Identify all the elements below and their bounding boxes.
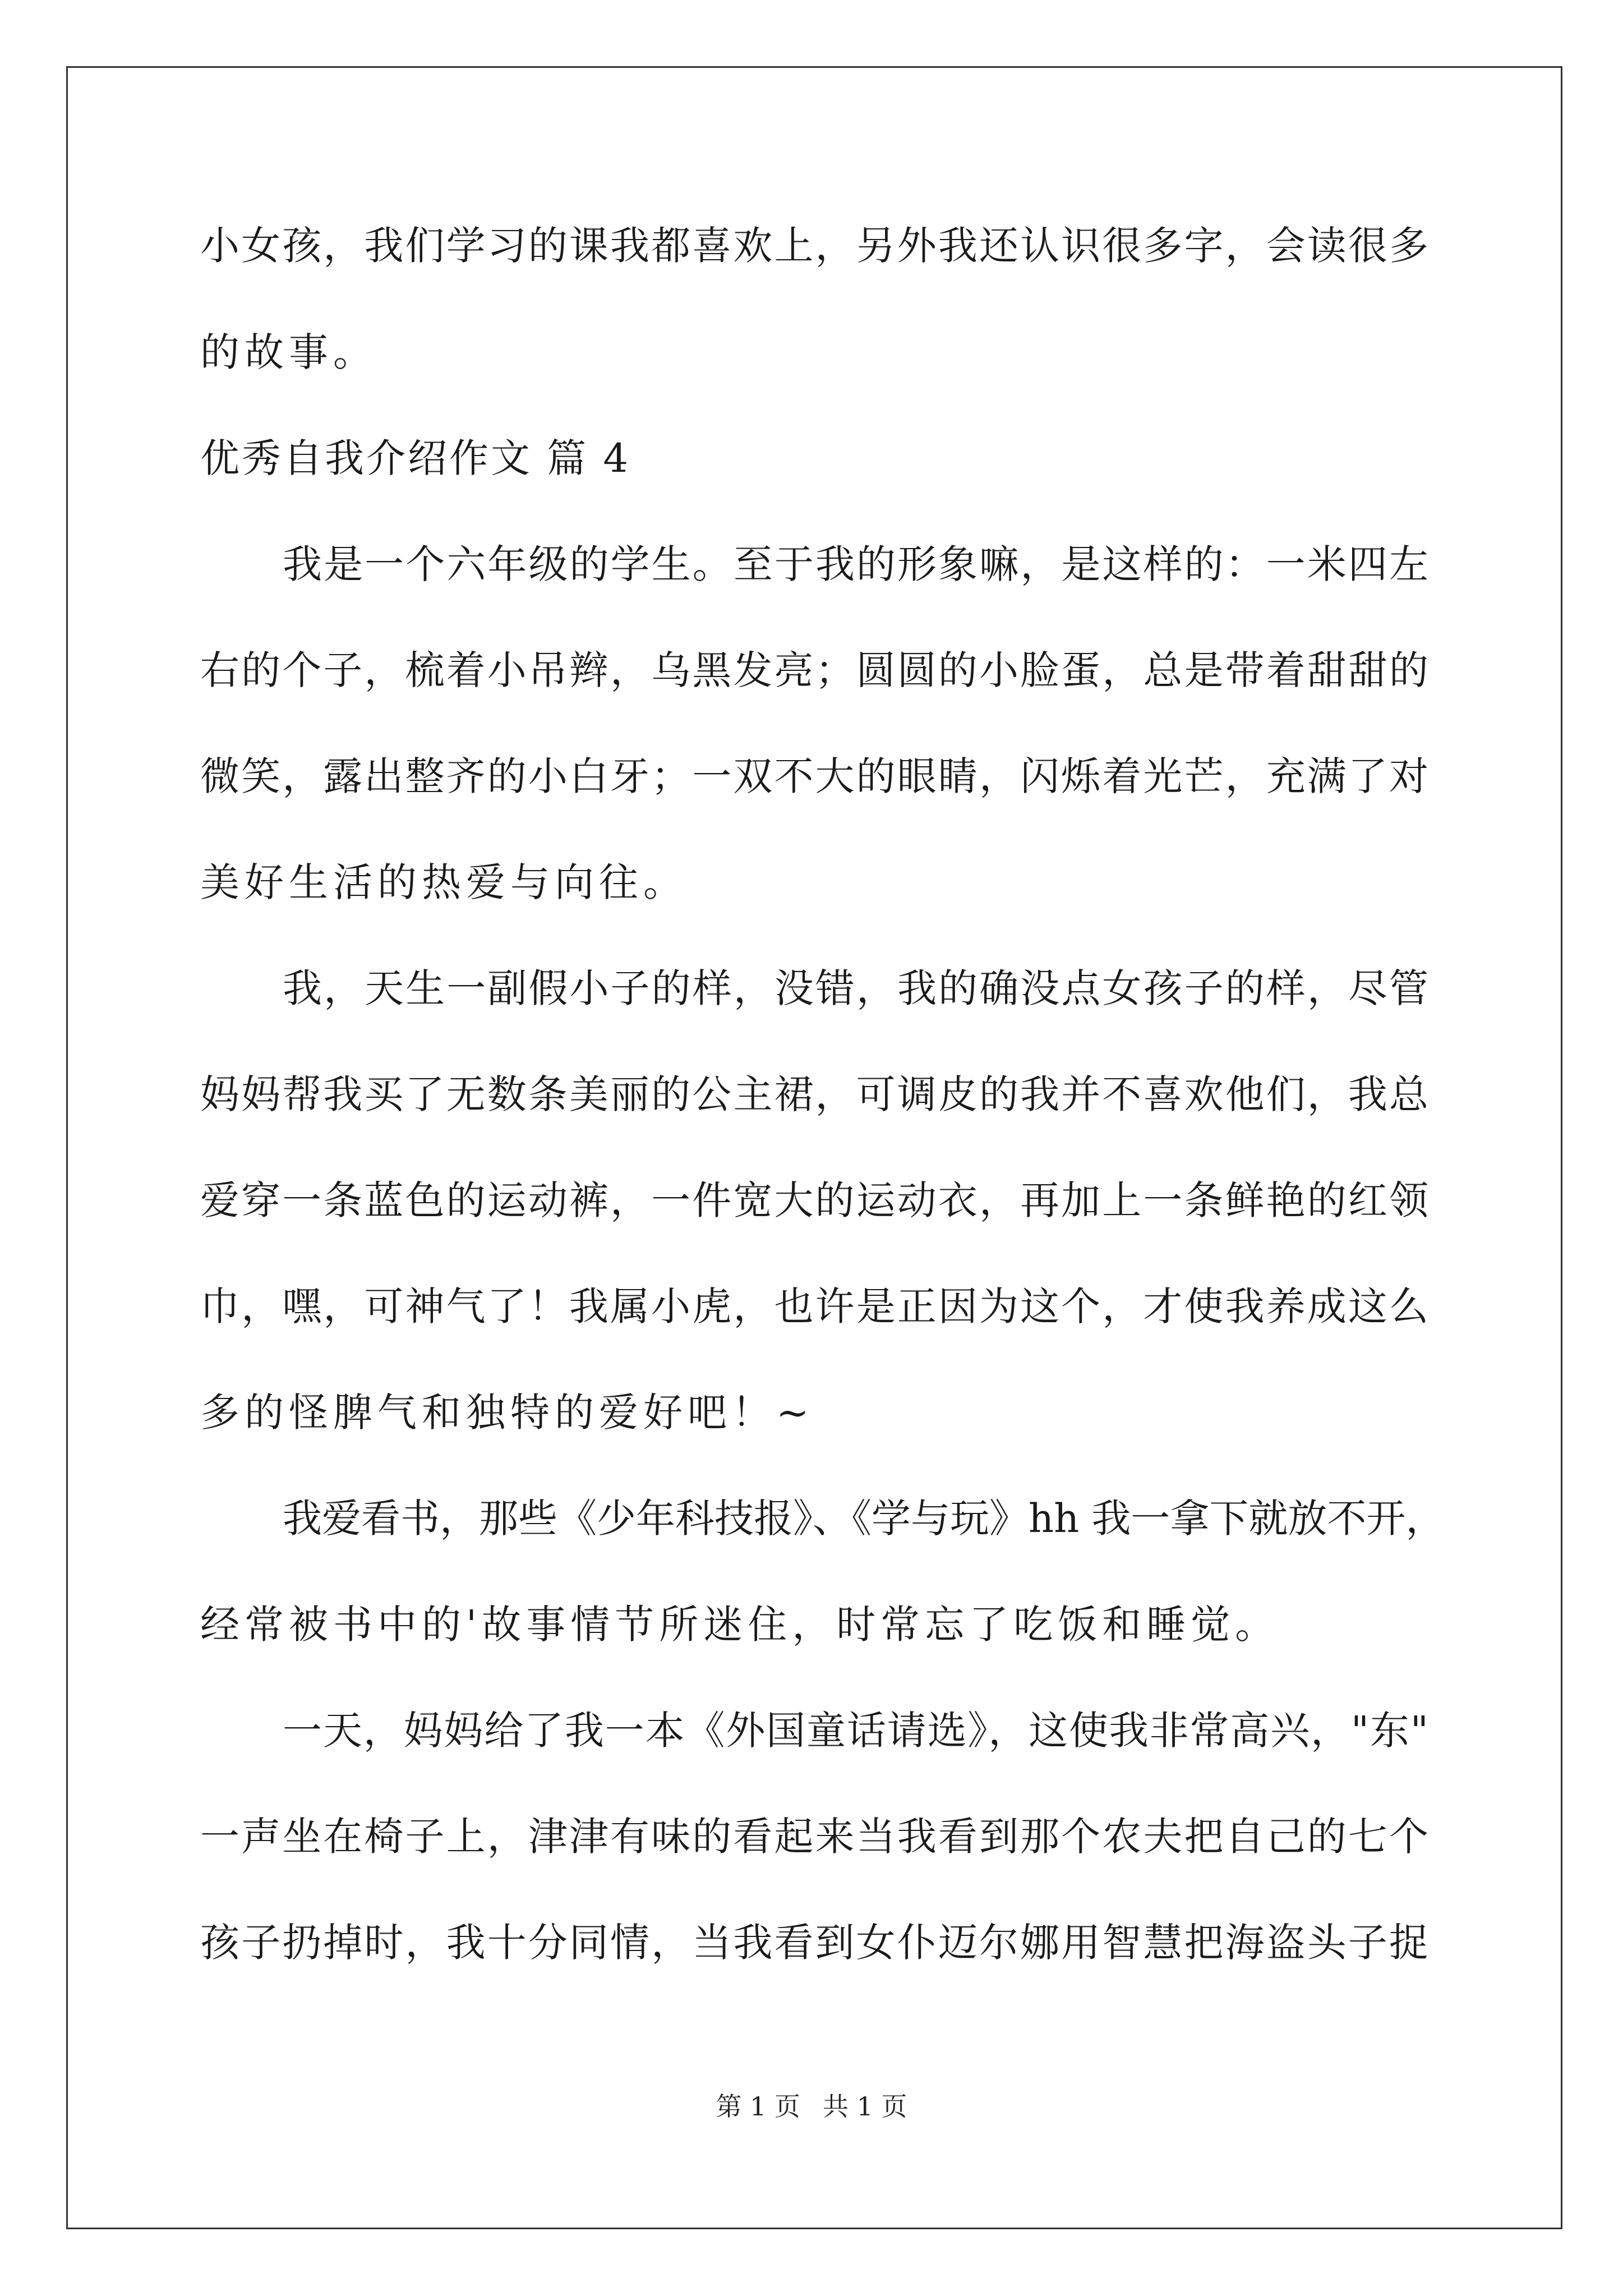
page-number: 第 1 页: [716, 2091, 800, 2122]
text-line: 孩子扔掉时，我十分同情，当我看到女仆迈尔娜用智慧把海盗头子捉: [200, 1920, 1428, 1966]
text-line: 小女孩，我们学习的课我都喜欢上，另外我还认识很多字，会读很多: [200, 223, 1428, 269]
section-heading: 优秀自我介绍作文 篇 4: [200, 435, 631, 481]
text-line: 一声坐在椅子上，津津有味的看起来当我看到那个农夫把自己的七个: [200, 1814, 1428, 1860]
text-line: 微笑，露出整齐的小白牙；一双不大的眼睛，闪烁着光芒，充满了对: [200, 753, 1428, 799]
text-line: 爱穿一条蓝色的运动裤，一件宽大的运动衣，再加上一条鲜艳的红领: [200, 1177, 1428, 1223]
text-line: 妈妈帮我买了无数条美丽的公主裙，可调皮的我并不喜欢他们，我总: [200, 1071, 1428, 1117]
text-line: 经常被书中的'故事情节所迷住，时常忘了吃饭和睡觉。: [200, 1602, 1280, 1648]
text-line: 右的个子，梳着小吊辫，乌黑发亮；圆圆的小脸蛋，总是带着甜甜的: [200, 647, 1428, 693]
text-line: 多的怪脾气和独特的爱好吧！~: [200, 1389, 814, 1435]
page-footer: [0, 2090, 1623, 2123]
page-total: 共 1 页: [823, 2091, 907, 2122]
text-line: 我，天生一副假小子的样，没错，我的确没点女孩子的样，尽管: [283, 965, 1428, 1011]
text-line: 的故事。: [200, 329, 377, 375]
text-line: 我爱看书，那些《少年科技报》、《学与玩》hh 我一拿下就放不开，: [283, 1496, 1445, 1542]
text-line: 美好生活的热爱与向往。: [200, 859, 688, 905]
text-line: 一天，妈妈给了我一本《外国童话请选》，这使我非常高兴，"东": [283, 1708, 1428, 1754]
text-line: 巾，嘿，可神气了！我属小虎，也许是正因为这个，才使我养成这么: [200, 1283, 1428, 1329]
page-border: [66, 66, 1562, 2229]
text-line: 我是一个六年级的学生。至于我的形象嘛，是这样的：一米四左: [283, 541, 1428, 587]
